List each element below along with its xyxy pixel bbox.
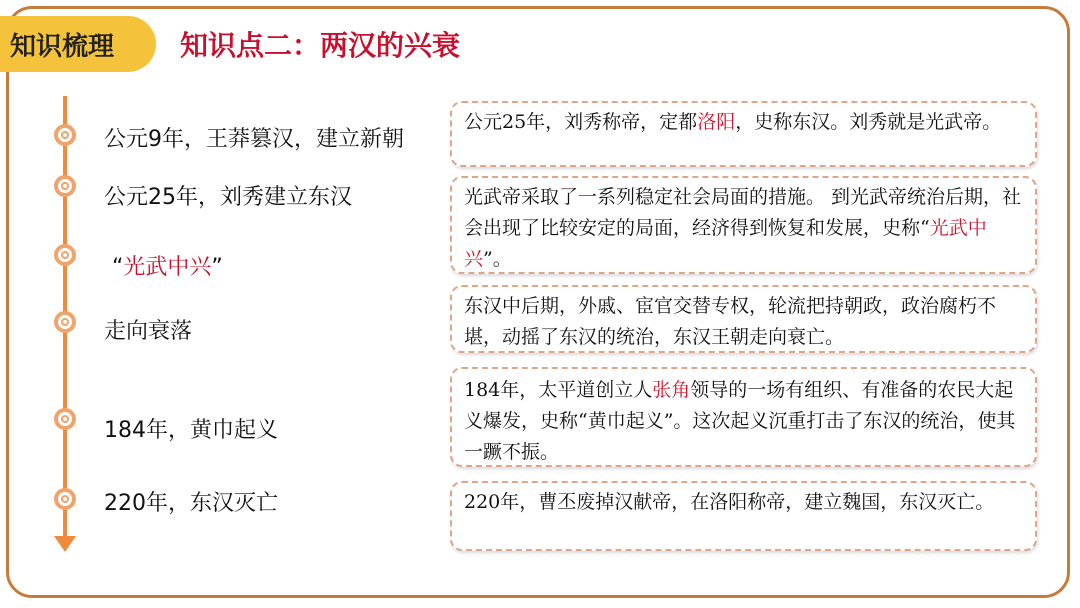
timeline-node-icon — [54, 124, 76, 146]
note-text: 光武帝采取了一系列稳定社会局面的措施。 到光武帝统治后期，社会出现了比较安定的局面，经济得到恢复和发展，史称“ — [464, 186, 1022, 239]
event-label: 184年，黄巾起义 — [104, 418, 278, 443]
note-text: 220年，曹丕废掉汉献帝，在洛阳称帝，建立魏国，东汉灭亡。 — [464, 491, 995, 513]
event-label: 公元9年，王莽篡汉，建立新朝 — [104, 127, 404, 152]
event-label-highlight: 光武中兴 — [123, 255, 212, 280]
note-text: ”。 — [483, 248, 512, 270]
timeline-node-icon — [54, 488, 76, 510]
note-text: 184年，太平道创立人 — [464, 379, 653, 401]
note-box — [450, 367, 1037, 467]
event-label — [112, 250, 223, 281]
timeline-node-icon — [54, 175, 76, 197]
timeline-node-icon — [54, 244, 76, 266]
note-box — [450, 176, 1037, 274]
timeline-node-icon — [54, 408, 76, 430]
timeline-node-icon — [54, 311, 76, 333]
event-label: 220年，东汉灭亡 — [104, 491, 278, 516]
slide-title: 知识点二：两汉的兴衰 — [180, 29, 461, 62]
note-text: ，史称东汉。刘秀就是光武帝。 — [735, 111, 1002, 133]
section-tag: 知识梳理 — [0, 16, 156, 72]
event-label: 走向衰落 — [104, 319, 193, 344]
note-highlight: 洛阳 — [697, 111, 736, 133]
note-highlight: 张角 — [652, 379, 691, 401]
note-box — [450, 481, 1037, 551]
quote-open: “ — [112, 255, 124, 280]
note-box — [450, 285, 1037, 353]
event-label: 公元25年，刘秀建立东汉 — [104, 185, 352, 210]
note-text: 东汉中后期，外戚、宦官交替专权，轮流把持朝政，政治腐朽不堪，动摇了东汉的统治，东汉王朝走向衰亡。 — [464, 295, 997, 348]
quote-close: ” — [211, 255, 223, 280]
note-highlight: 光武中兴 — [464, 217, 987, 270]
note-text: 公元25年，刘秀称帝，定都 — [464, 111, 698, 133]
note-text: 领导的一场有组织、有准备的农民大起义爆发，史称“黄巾起义”。这次起义沉重打击了东汉的统治，使其一蹶不振。 — [464, 379, 1016, 463]
note-box — [450, 101, 1037, 167]
timeline-arrow-icon — [54, 536, 76, 552]
